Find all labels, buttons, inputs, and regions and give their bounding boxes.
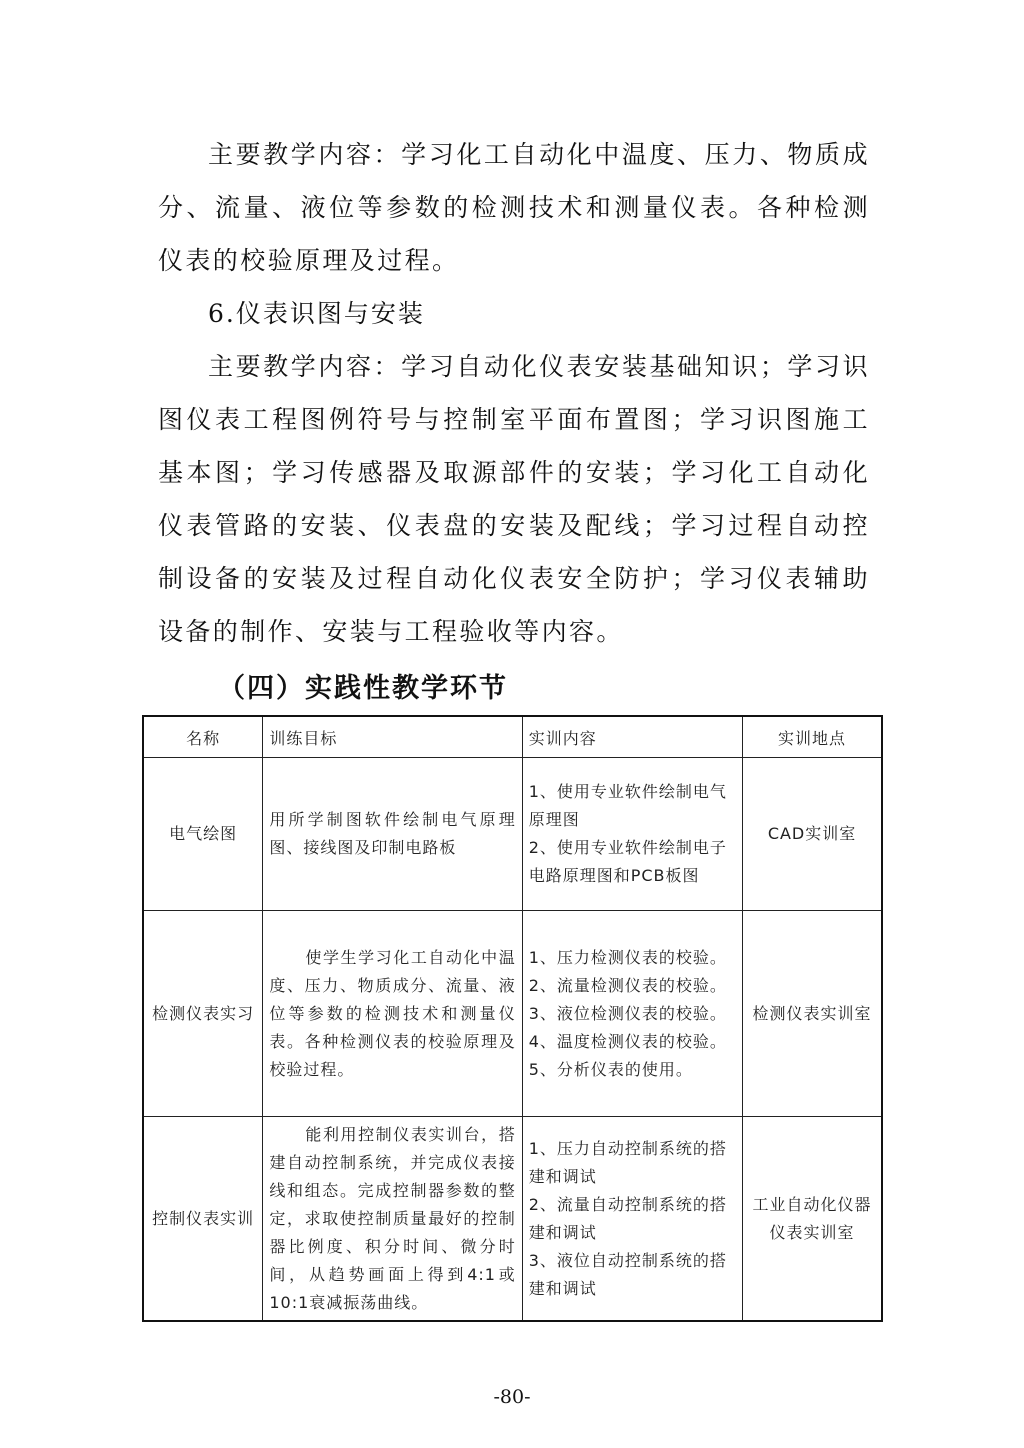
- page-number: -80-: [493, 1386, 531, 1408]
- content-item: 5、分析仪表的使用。: [528, 1059, 693, 1079]
- paragraph-detection-content: 主要教学内容：学习化工自动化中温度、压力、物质成分、流量、液位等参数的检测技术和测量仪表。各种检测仪表的校验原理及过程。: [158, 140, 870, 275]
- header-content: 实训内容: [522, 716, 742, 758]
- header-goal: 训练目标: [263, 716, 522, 758]
- cell-goal: 用所学制图软件绘制电气原理图、接线图及印制电路板: [263, 758, 522, 911]
- cell-name: 电气绘图: [143, 758, 263, 911]
- cell-name: 控制仪表实训: [143, 1117, 263, 1322]
- content-item: 3、液位自动控制系统的搭建和调试: [528, 1250, 727, 1298]
- section-heading-practice: （四）实践性教学环节: [218, 673, 508, 704]
- cell-content: [522, 758, 742, 911]
- content-item: 1、压力检测仪表的校验。: [528, 947, 727, 967]
- goal-text: 能利用控制仪表实训台，搭建自动控制系统，并完成仪表接线和组态。完成控制器参数的整定，求取使控制质量最好的控制器比例度、积分时间、微分时间，从趋势画面上得到4:1或10:1衰减振荡曲线。: [269, 1124, 516, 1312]
- content-item: 1、使用专业软件绘制电气原理图: [528, 782, 727, 829]
- table-row: [143, 911, 882, 1117]
- paragraph-installation-content: 主要教学内容：学习自动化仪表安装基础知识；学习识图仪表工程图例符号与控制室平面布置图；学习识图施工基本图；学习传感器及取源部件的安装；学习化工自动化仪表管路的安装、仪表盘的安装及配线；学习过程自动控制设备的安装及过程自动化仪表安全防护；学习仪表辅助设备的制作、安装与工程验收等内容。: [158, 352, 870, 646]
- content-item: 2、流量自动控制系统的搭建和调试: [528, 1194, 727, 1242]
- goal-text: 使学生学习化工自动化中温度、压力、物质成分、流量、液位等参数的检测技术和测量仪表。各种检测仪表的校验原理及校验过程。: [269, 947, 516, 1079]
- table-row: [143, 1117, 882, 1322]
- cell-place: CAD实训室: [743, 758, 882, 911]
- header-place: 实训地点: [743, 716, 882, 758]
- content-item: 1、压力自动控制系统的搭建和调试: [528, 1138, 727, 1186]
- cell-place: 工业自动化仪器仪表实训室: [743, 1117, 882, 1322]
- practice-table: [142, 715, 883, 1322]
- content-item: 4、温度检测仪表的校验。: [528, 1031, 727, 1051]
- cell-content: [522, 1117, 742, 1322]
- table-row: [143, 758, 882, 911]
- header-name: 名称: [143, 716, 263, 758]
- cell-place: 检测仪表实训室: [743, 911, 882, 1117]
- cell-goal: [263, 1117, 522, 1322]
- content-item: 3、液位检测仪表的校验。: [528, 1003, 727, 1023]
- subheading-instrument-drawing: 6.仪表识图与安装: [208, 299, 425, 328]
- cell-content: [522, 911, 742, 1117]
- cell-goal: [263, 911, 522, 1117]
- content-item: 2、流量检测仪表的校验。: [528, 975, 727, 995]
- cell-name: 检测仪表实习: [143, 911, 263, 1117]
- table-header-row: [143, 716, 882, 758]
- content-item: 2、使用专业软件绘制电子电路原理图和PCB板图: [528, 838, 727, 885]
